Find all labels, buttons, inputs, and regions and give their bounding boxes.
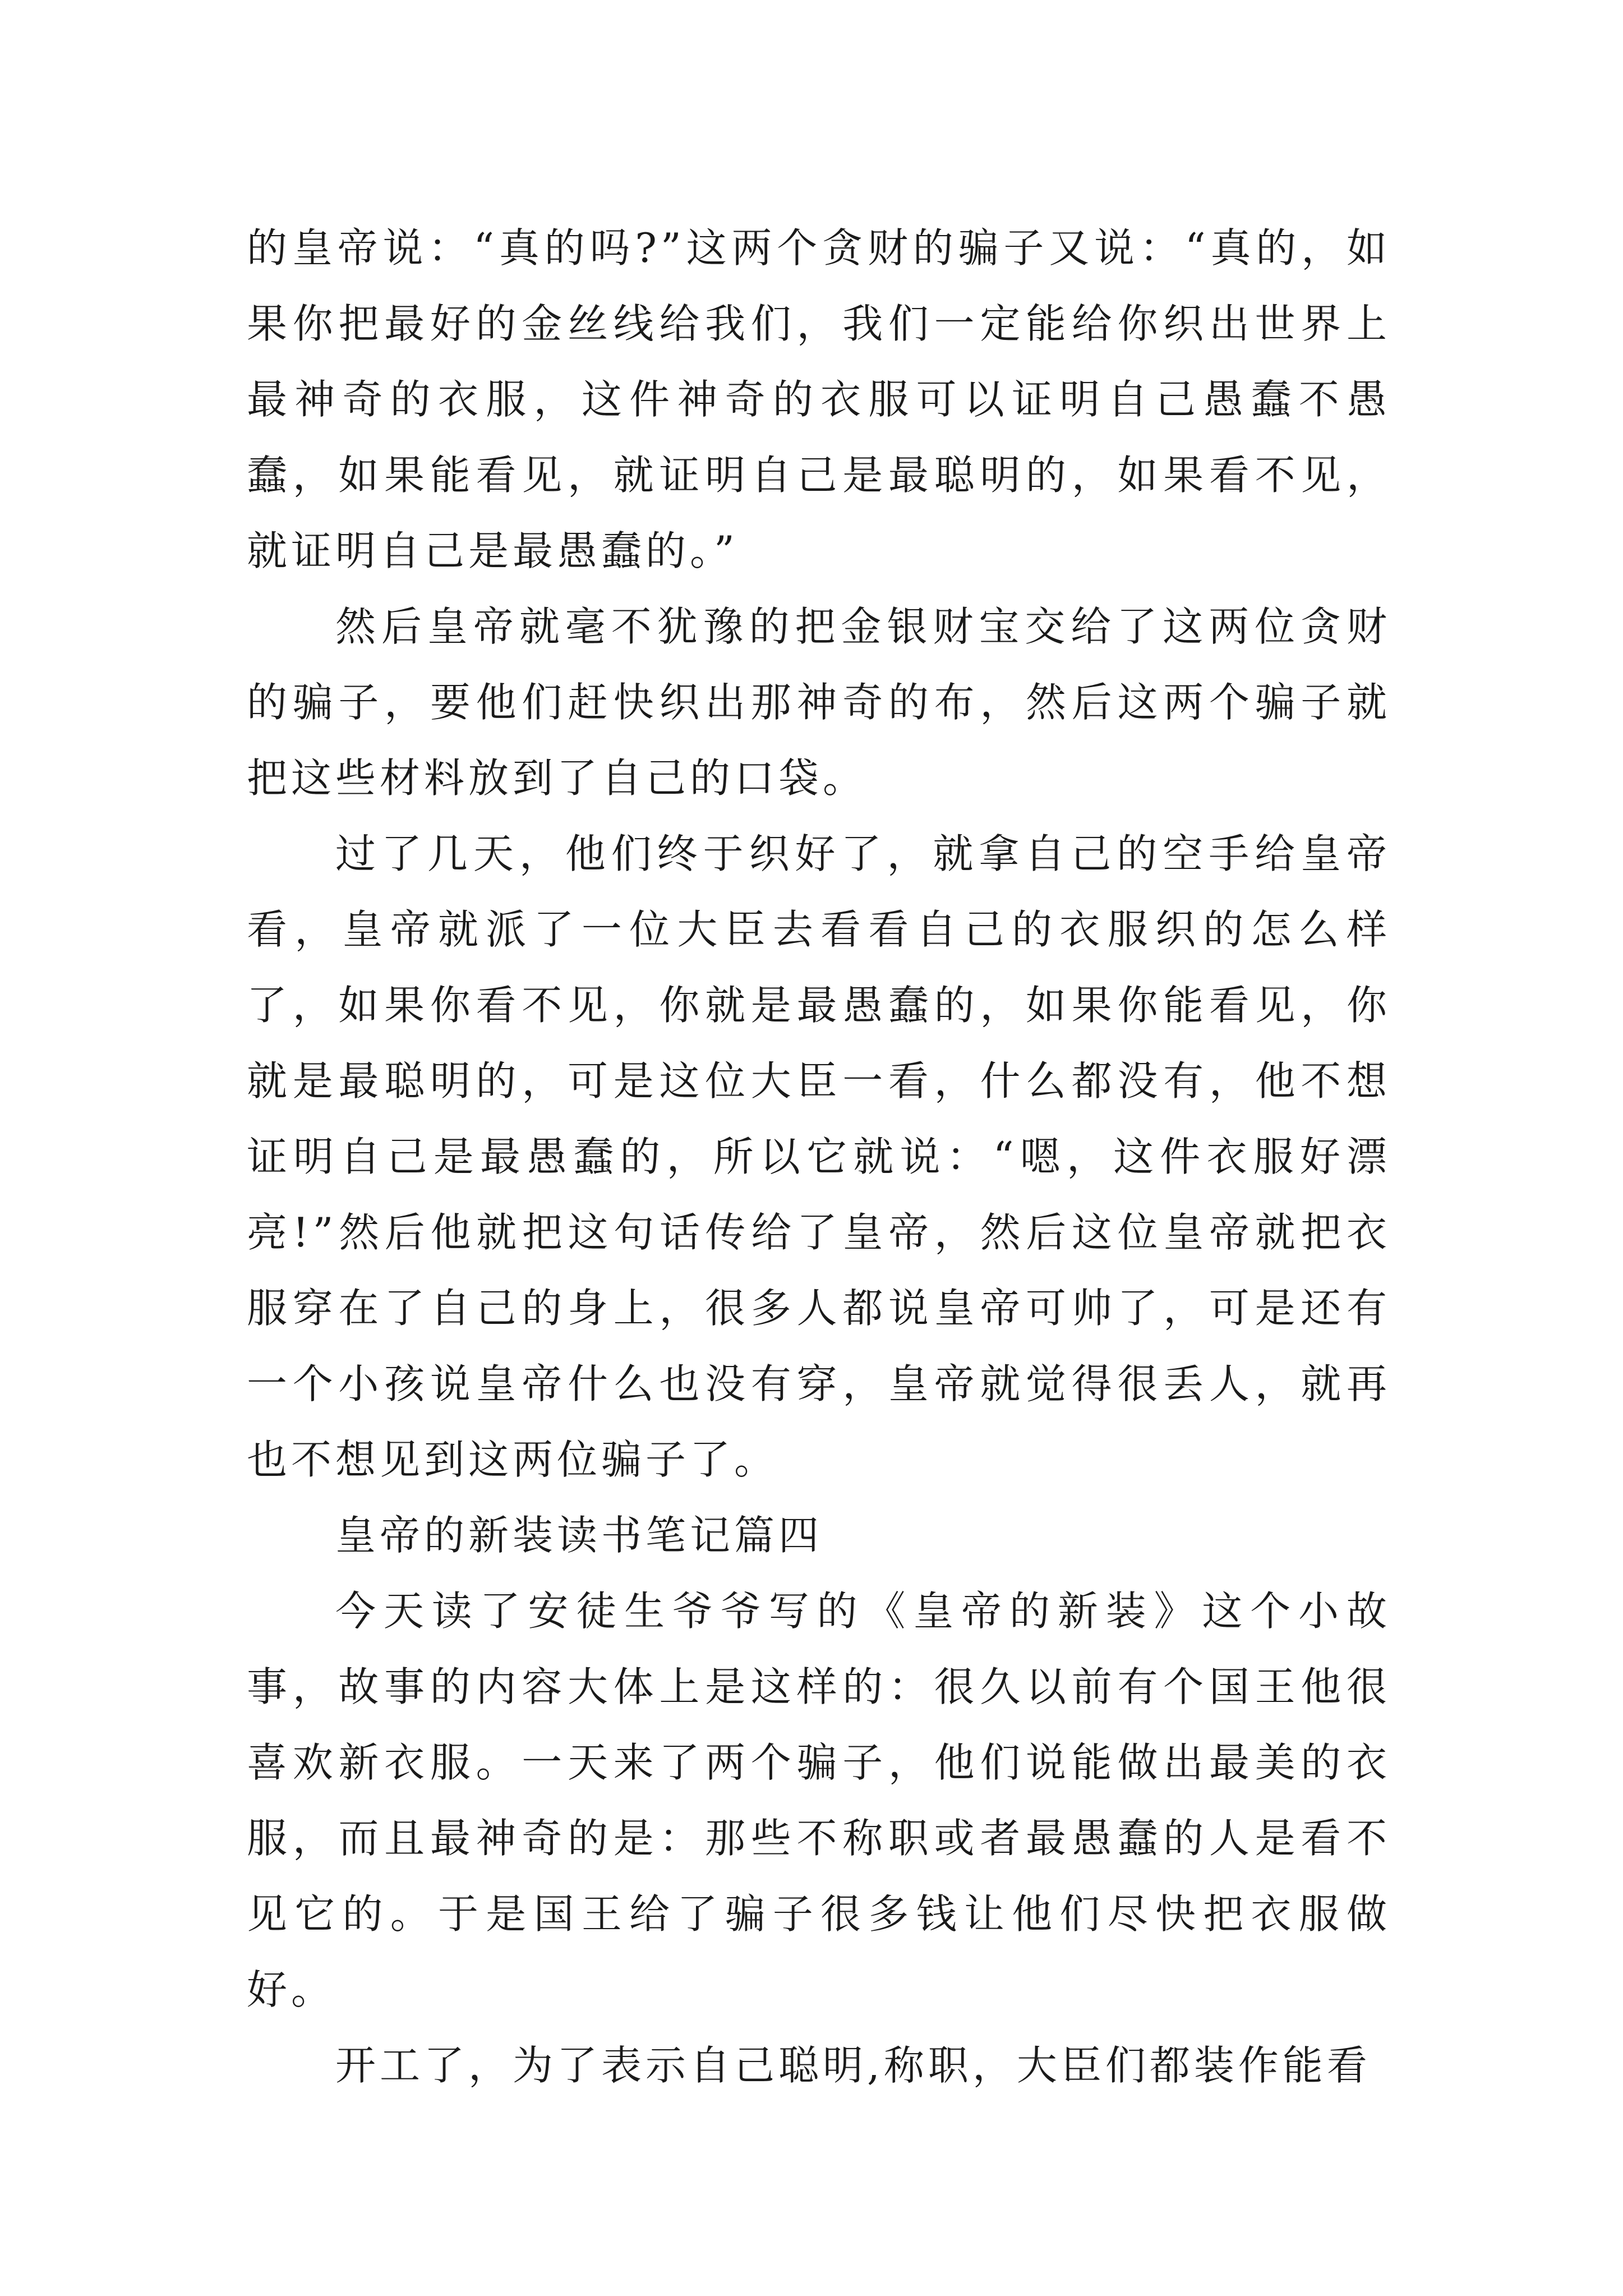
paragraph-2: 然后皇帝就毫不犹豫的把金银财宝交给了这两位贪财的骗子，要他们赶快织出那神奇的布，然后这两个骗子就把这些材料放到了自己的口袋。 bbox=[247, 603, 1391, 802]
paragraph-1: 的皇帝说：“真的吗?”这两个贪财的骗子又说：“真的，如果你把最好的金丝线给我们，我们一定能给你织出世界上最神奇的衣服，这件神奇的衣服可以证明自己愚蠢不愚蠢，如果能看见，就证明自己是最聪明的，如果看不见，就证明自己是最愚蠢的。” bbox=[247, 224, 1391, 574]
section-heading: 皇帝的新装读书笔记篇四 bbox=[335, 1512, 823, 1559]
paragraph-3: 过了几天，他们终于织好了，就拿自己的空手给皇帝看，皇帝就派了一位大臣去看看自己的衣服织的怎么样了，如果你看不见，你就是最愚蠢的，如果你能看见，你就是最聪明的，可是这位大臣一看，什么都没有，他不想证明自己是最愚蠢的，所以它就说：“嗯，这件衣服好漂亮!”然后他就把这句话传给了皇帝，然后这位皇帝就把衣服穿在了自己的身上，很多人都说皇帝可帅了，可是还有一个小孩说皇帝什么也没有穿，皇帝就觉得很丢人，就再也不想见到这两位骗子了。 bbox=[247, 830, 1391, 1483]
paragraph-4: 今天读了安徒生爷爷写的《皇帝的新装》这个小故事，故事的内容大体上是这样的：很久以前有个国王他很喜欢新衣服。一天来了两个骗子，他们说能做出最美的衣服，而且最神奇的是：那些不称职或者最愚蠢的人是看不见它的。于是国王给了骗子很多钱让他们尽快把衣服做好。 bbox=[247, 1588, 1391, 2013]
paragraph-5: 开工了，为了表示自己聪明,称职，大臣们都装作能看 bbox=[335, 2042, 1371, 2089]
body-text bbox=[247, 210, 1391, 2104]
